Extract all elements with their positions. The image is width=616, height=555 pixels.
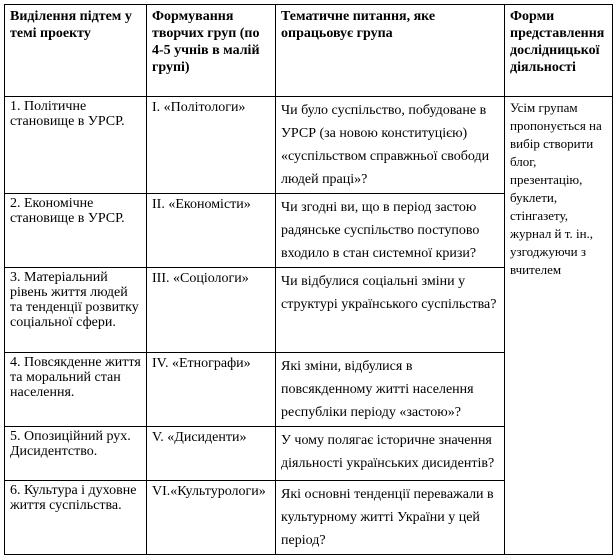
- question-cell: У чому полягає історичне значення діяльності українських дисидентів?: [276, 427, 505, 481]
- group-cell: І. «Політологи»: [147, 97, 276, 194]
- subtopic-cell: 6. Культура і духовне життя суспільства.: [5, 481, 147, 555]
- header-subtopics: [5, 5, 147, 97]
- header-forms-label: Форми представлення дослідницької діяльності: [510, 9, 605, 75]
- question-cell: Які зміни, відбулися в повсякденному житті населення республіки періоду «застою»?: [276, 353, 505, 427]
- group-cell: V. «Дисиденти»: [147, 427, 276, 481]
- subtopic-cell: 5. Опозиційний рух. Дисидентство.: [5, 427, 147, 481]
- subtopic-cell: 2. Економічне становище в УРСР.: [5, 194, 147, 268]
- group-cell: ІІІ. «Соціологи»: [147, 268, 276, 353]
- question-cell: Які основні тенденції переважали в культурному житті України у цей період?: [276, 481, 505, 555]
- forms-cell: Усім групам пропонується на вибір створити блог, презентацію, буклети, стінгазету, журнал й т. ін., узгоджуючи з вчителем: [505, 97, 613, 555]
- group-cell: VІ.«Культурологи»: [147, 481, 276, 555]
- question-cell: Чи згодні ви, що в період застою радянське суспільство поступово входило в стан системної кризи?: [276, 194, 505, 268]
- header-groups-label: Формування творчих груп (по 4-5 учнів в малій групі): [152, 9, 260, 75]
- question-cell: Чи було суспільство, побудоване в УРСР (за новою конституцією) «суспільством справжньої свободи людей праці»?: [276, 97, 505, 194]
- group-cell: ІV. «Етнографи»: [147, 353, 276, 427]
- header-groups: [147, 5, 276, 97]
- group-cell: ІІ. «Економісти»: [147, 194, 276, 268]
- subtopic-cell: 1. Політичне становище в УРСР.: [5, 97, 147, 194]
- header-subtopics-label: Виділення підтем у темі проекту: [10, 9, 132, 41]
- header-forms: [505, 5, 613, 97]
- header-question: [276, 5, 505, 97]
- subtopic-cell: 4. Повсякденне життя та моральний стан населення.: [5, 353, 147, 427]
- project-table: [4, 4, 613, 555]
- header-row: [5, 5, 613, 97]
- header-question-label: Тематичне питання, яке опрацьовує група: [281, 9, 436, 41]
- question-cell: Чи відбулися соціальні зміни у структурі українського суспільства?: [276, 268, 505, 353]
- subtopic-cell: 3. Матеріальний рівень життя людей та тенденції розвитку соціальної сфери.: [5, 268, 147, 353]
- table-row: [5, 97, 613, 194]
